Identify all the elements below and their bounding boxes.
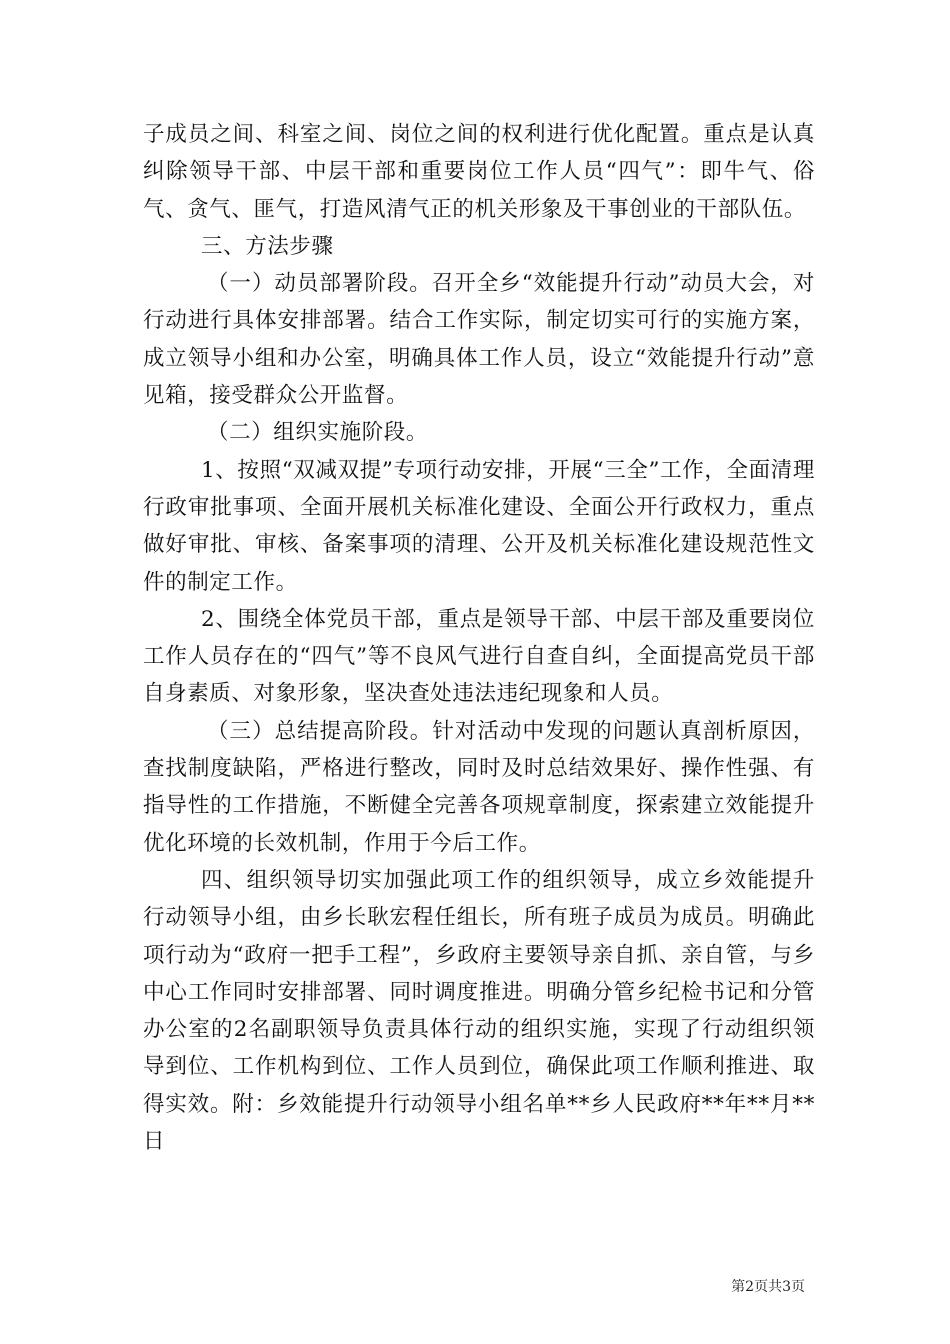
paragraph-stage-three: （三）总结提高阶段。针对活动中发现的问题认真剖析原因，查找制度缺陷，严格进行整改，同时及时总结效果好、操作性强、有指导性的工作措施，不断健全完善各项规章制度，探索建立效能提升优化环境的长效机制，作用于今后工作。 <box>143 718 815 856</box>
paragraph-organization: 四、组织领导切实加强此项工作的组织领导，成立乡效能提升行动领导小组，由乡长耿宏程任组长，所有班子成员为成员。明确此项行动为“政府一把手工程”，乡政府主要领导亲自抓、亲自管，与乡中心工作同时安排部署、同时调度推进。明确分管乡纪检书记和分管办公室的2名副职领导负责具体行动的组织实施，实现了行动组织领导到位、工作机构到位、工作人员到位，确保此项工作顺利推进、取得实效。附：乡效能提升行动领导小组名单**乡人民政府**年**月**日 <box>143 867 815 1155</box>
paragraph-item-one: 1、按照“双减双提”专项行动安排，开展“三全”工作，全面清理行政审批事项、全面开展机关标准化建设、全面公开行政权力，重点做好审批、审核、备案事项的清理、公开及机关标准化建设规范性文件的制定工作。 <box>143 457 815 595</box>
section-heading-methods: 三、方法步骤 <box>201 233 334 259</box>
paragraph-stage-one: （一）动员部署阶段。召开全乡“效能提升行动”动员大会，对行动进行具体安排部署。结合工作实际，制定切实可行的实施方案，成立领导小组和办公室，明确具体工作人员，设立“效能提升行动”意见箱，接受群众公开监督。 <box>143 271 815 409</box>
page-number-footer: 第2页共3页 <box>731 1279 805 1295</box>
paragraph-continued: 子成员之间、科室之间、岗位之间的权利进行优化配置。重点是认真纠除领导干部、中层干部和重要岗位工作人员“四气”：即牛气、俗气、贪气、匪气，打造风清气正的机关形象及干事创业的干部队伍。 <box>143 122 815 222</box>
paragraph-stage-two: （二）组织实施阶段。 <box>207 420 429 446</box>
document-body <box>143 116 815 1160</box>
paragraph-item-two: 2、围绕全体党员干部，重点是领导干部、中层干部及重要岗位工作人员存在的“四气”等不良风气进行自查自纠，全面提高党员干部自身素质、对象形象，坚决查处违法违纪现象和人员。 <box>143 606 815 707</box>
